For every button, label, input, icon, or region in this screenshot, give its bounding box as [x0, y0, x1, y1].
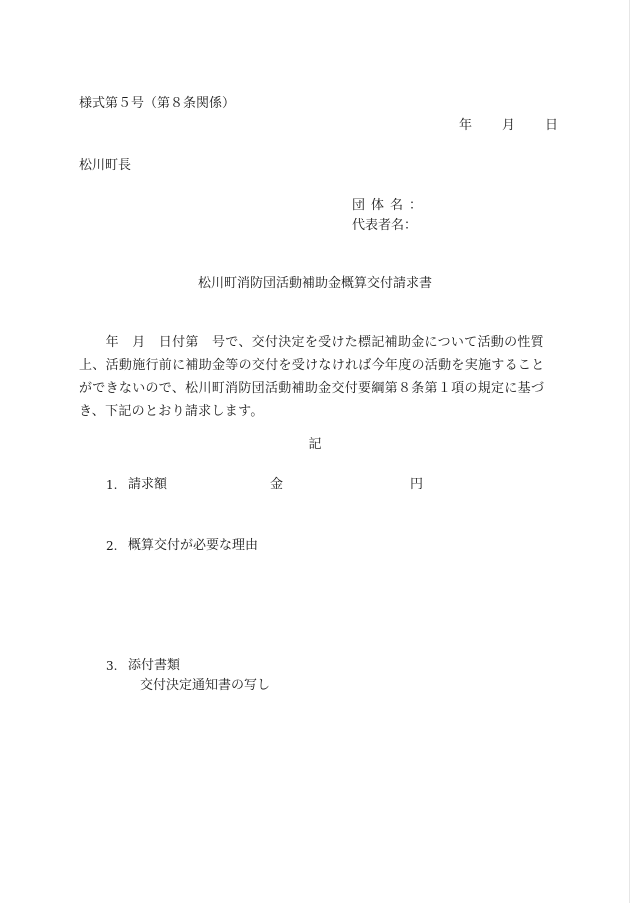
item-1-kin: 金: [270, 477, 284, 492]
item-1-yen: 円: [410, 477, 424, 492]
applicant-block: [352, 197, 422, 237]
date-line: [459, 117, 558, 135]
item-3-label: 添付書類: [128, 658, 181, 673]
body-line: ができないので、松川町消防団活動補助金交付要綱第８条第１項の規定に基づ: [79, 381, 545, 396]
body-line: 年 月 日付第 号で、交付決定を受けた標記補助金について活動の性質: [79, 335, 544, 350]
item-2-label: 概算交付が必要な理由: [128, 538, 259, 553]
ki-heading: 記: [308, 437, 322, 452]
form-number: 様式第５号（第８条関係）: [79, 96, 236, 111]
item-3-attachment: 交付決定通知書の写し: [140, 678, 271, 693]
item-2-number: 2.: [106, 539, 118, 553]
item-1-number: 1.: [106, 478, 118, 492]
item-1-label: 請求額: [128, 477, 168, 492]
item-3-number: 3.: [106, 659, 118, 673]
representative-label: 代表者名: [352, 218, 405, 233]
date-month-label: 月: [502, 118, 516, 133]
addressee: 松川町長: [79, 158, 132, 173]
applicant-org-row: [352, 197, 422, 217]
representative-colon: ：: [404, 218, 418, 233]
date-year-label: 年: [459, 118, 473, 133]
org-name-colon: ：: [409, 198, 423, 213]
date-day-label: 日: [545, 118, 559, 133]
body-line: 上、活動施行前に補助金等の交付を受けなければ今年度の活動を実施すること: [79, 358, 545, 373]
org-name-label: 団体名: [352, 198, 410, 213]
document-title: 松川町消防団活動補助金概算交付請求書: [197, 276, 432, 291]
applicant-rep-row: [352, 217, 422, 237]
body-line: き、下記のとおり請求します。: [79, 404, 264, 419]
body-paragraph: [79, 331, 551, 423]
